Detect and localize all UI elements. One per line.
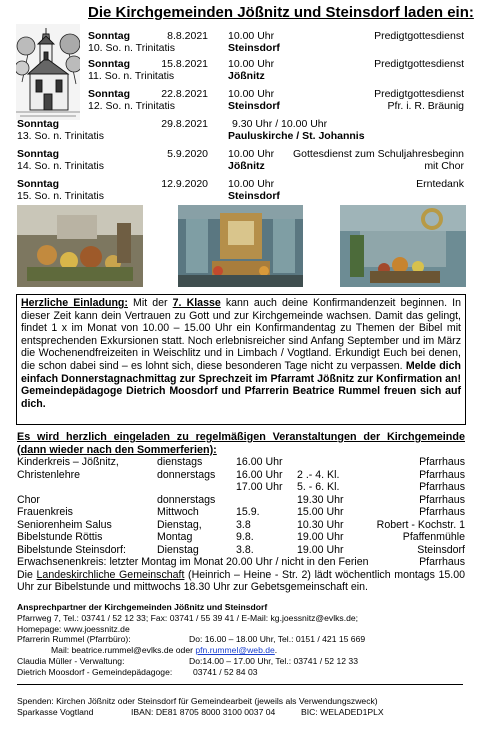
adult-circle-text: Erwachsenenkreis: letzter Montag im Monat 20.00 Uhr / nicht in den Ferien	[17, 556, 369, 568]
service-place: Steinsdorf	[228, 42, 280, 54]
donation-text: Spenden: Kirchen Jößnitz oder Steinsdorf für Gemeindearbeit (jeweils als Verwendungszweck)	[17, 696, 378, 706]
divider	[17, 684, 463, 685]
service-note: Predigtgottesdienst	[374, 88, 464, 100]
service-place: Steinsdorf	[228, 100, 280, 112]
service-time: 10.00 Uhr	[228, 178, 275, 190]
photo-harvest-altar	[17, 205, 143, 287]
service-day: Sonntag	[17, 118, 59, 130]
service-date: 22.8.2021	[161, 88, 208, 100]
service-time: 10.00 Uhr	[228, 88, 275, 100]
service-note: Erntedank	[416, 178, 464, 190]
contact-section: Ansprechpartner der Kirchgemeinden Jößnitz und Steinsdorf Pfarrweg 7, Tel.: 03741 / 52 12 33; Fax: 03741 / 55 39 41 / E-Mail: kg.joessnitz@evlks.de; Homepage: www.joessnitz.de Pfarrerin Rummel (Pfarrbüro): Do: 16.00 – 18.00 Uhr, Tel.: 0151 / 421 15 669 Mail: beatrice.rummel@evlks.de oder pfn.rummel@web.de. Claudia Müller - Verwaltung: Do:14.00 – 17.00 Uhr, Tel.: 03741 / 52 12 33 Dietrich Moosdorf - Gemeindepädagoge: 03741 / 52 84 03	[17, 602, 467, 678]
service-place: Jößnitz	[228, 70, 265, 82]
page-title: Die Kirchgemeinden Jößnitz und Steinsdorf laden ein:	[88, 4, 474, 21]
service-week: 15. So. n. Trinitatis	[17, 190, 104, 202]
contact-address: Pfarrweg 7, Tel.: 03741 / 52 12 33; Fax: 03741 / 55 39 41 / E-Mail: kg.joessnitz@evlks.de;	[17, 612, 359, 623]
service-time: 10.00 Uhr	[228, 58, 275, 70]
service-week: 13. So. n. Trinitatis	[17, 130, 104, 142]
service-date: 12.9.2020	[161, 178, 208, 190]
event-row: Frauenkreis Mittwoch 15.9. 15.00 Uhr Pfarrhaus	[17, 506, 465, 518]
event-row: Christenlehre donnerstags 16.00 Uhr 2 .- 4. Kl. Pfarrhaus	[17, 468, 465, 481]
contact-homepage: Homepage: www.joessnitz.de	[17, 623, 130, 634]
service-day: Sonntag	[17, 178, 59, 190]
event-row: 17.00 Uhr 5. - 6. Kl. Pfarrhaus	[236, 481, 465, 493]
service-note: Gottesdienst zum Schuljahresbeginn	[292, 148, 464, 160]
service-place: Pauluskirche / St. Johannis	[228, 130, 365, 142]
service-note: Predigtgottesdienst	[374, 58, 464, 70]
event-row: Bibelstunde Steinsdorf: Dienstag 3.8. 19.00 Uhr Steinsdorf	[17, 543, 465, 556]
event-row: Chor donnerstags 19.30 Uhr Pfarrhaus	[17, 493, 465, 506]
invitation-call-to-action: Melde dich einfach Donnerstagnachmittag zur Sprechzeit im Pfarramt Jößnitz zur Konfirmation an! Gemeindepädagoge Dietrich Moosdorf und Pfarrerin Beatrice Rummel freuen sich auf dich.	[21, 359, 461, 410]
service-day: Sonntag	[17, 148, 59, 160]
email-link[interactable]: pfn.rummel@web.de	[195, 645, 275, 656]
confirmation-invitation	[16, 294, 466, 425]
bank-iban: IBAN: DE81 8705 8000 3100 0037 04	[131, 706, 276, 717]
invitation-lead: Herzliche Einladung:	[21, 297, 128, 309]
service-time: 9.30 Uhr / 10.00 Uhr	[232, 118, 328, 130]
service-day: Sonntag	[88, 58, 130, 70]
photo-harvest-wreath	[340, 205, 466, 287]
contact-moosdorf: Dietrich Moosdorf - Gemeindepädagoge:	[17, 666, 173, 677]
event-row: Seniorenheim Salus Dienstag, 3.8 10.30 Uhr Robert - Kochstr. 1	[17, 518, 465, 531]
service-date: 15.8.2021	[161, 58, 208, 70]
invitation-class: 7. Klasse	[172, 297, 221, 309]
invitation-text: Mit der	[127, 297, 173, 309]
invitation-text: kann auch deine Konfirmandenzeit beginnen. In dieser Zeit kann dein Vertrauen zu Gott und zur Kirchgemeinde wachsen. Damit das gelingt, findet 1 x im Monat von 10.00 – 15.00 Uhr ein Konfirmandentag zu Themen der Bibel mit entsprechenden Exkursionen statt. Noch erlebnisreicher sind Anfang September und im März die Wochenendfreizeiten in Weischlitz und in Limbach / Vogtland. Erkundigt Euch bei denen, die schon dabei sind – es lohnt sich, diese besonderen Tage nicht zu verpassen.	[21, 297, 461, 372]
service-day: Sonntag	[88, 30, 130, 42]
landeskirchliche-gemeinschaft: Landeskirchliche Gemeinschaft	[36, 568, 185, 581]
service-week: 11. So. n. Trinitatis	[88, 70, 175, 82]
photo-church-interior	[178, 205, 303, 287]
event-row: Bibelstunde Röttis Montag 9.8. 19.00 Uhr Pfaffenmühle	[17, 531, 465, 543]
contact-rummel: Pfarrerin Rummel (Pfarrbüro):	[17, 634, 131, 645]
service-time: 10.00 Uhr	[228, 30, 275, 42]
contact-moosdorf-tel: 03741 / 52 84 03	[193, 666, 258, 677]
service-week: 12. So. n. Trinitatis	[88, 100, 175, 112]
contact-rummel-mail: Mail: beatrice.rummel@evlks.de oder	[51, 645, 196, 656]
contact-rummel-hours: Do: 16.00 – 18.00 Uhr, Tel.: 0151 / 421 15 669	[189, 634, 366, 645]
service-week: 10. So. n. Trinitatis	[88, 42, 175, 54]
service-date: 8.8.2021	[167, 30, 208, 42]
service-note-2: mit Chor	[424, 160, 464, 172]
service-note: Predigtgottesdienst	[374, 30, 464, 42]
service-time: 10.00 Uhr	[228, 148, 275, 160]
church-illustration	[16, 24, 80, 120]
service-preacher: Pfr. i. R. Bräunig	[387, 100, 464, 112]
bank-bic: BIC: WELADED1PLX	[301, 706, 384, 717]
adult-circle-info: Erwachsenenkreis: letzter Montag im Monat 20.00 Uhr / nicht in den Ferien Pfarrhaus Die Landeskirchliche Gemeinschaft (Heinrich – Heine - Str. 2) lädt wöchentlich montags 15.00 Uhr zur Bibelstunde und mittwochs 18.30 Uhr zur Gebetsgemeinschaft ein.	[17, 556, 466, 593]
service-date: 29.8.2021	[161, 118, 208, 130]
contact-mueller-hours: Do:14.00 – 17.00 Uhr, Tel.: 03741 / 52 12 33	[189, 655, 358, 666]
contact-heading: Ansprechpartner der Kirchgemeinden Jößnitz und Steinsdorf	[17, 602, 268, 612]
events-heading: Es wird herzlich eingeladen zu regelmäßigen Veranstaltungen der Kirchgemeinde (dann wieder nach den Sommerferien):	[17, 431, 465, 456]
donation-footer	[17, 696, 467, 718]
service-week: 14. So. n. Trinitatis	[17, 160, 104, 172]
contact-mueller: Claudia Müller - Verwaltung:	[17, 655, 125, 666]
service-day: Sonntag	[88, 88, 130, 100]
event-row: Kinderkreis – Jößnitz, dienstags 16.00 Uhr Pfarrhaus	[17, 456, 465, 468]
service-place: Steinsdorf	[228, 190, 280, 202]
adult-circle-place: Pfarrhaus	[419, 556, 465, 568]
service-date: 5.9.2020	[167, 148, 208, 160]
bank-name: Sparkasse Vogtland	[17, 706, 94, 717]
service-place: Jößnitz	[228, 160, 265, 172]
